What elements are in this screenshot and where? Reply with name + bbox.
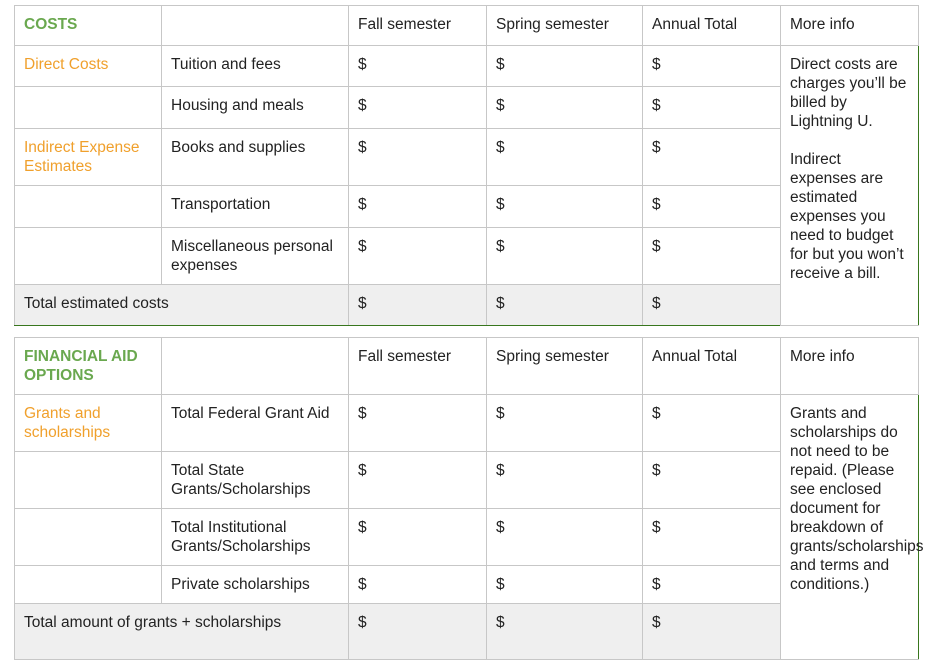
category-label xyxy=(15,228,162,285)
total-fall-cell[interactable]: $ xyxy=(349,285,487,326)
category-label xyxy=(15,566,162,604)
aid-header-row xyxy=(15,338,919,395)
total-label: Total amount of grants + scholarships xyxy=(15,604,349,660)
fall-amount-cell[interactable]: $ xyxy=(349,129,487,186)
item-label: Total State Grants/Scholarships xyxy=(162,452,349,509)
fall-amount-cell[interactable]: $ xyxy=(349,228,487,285)
spring-amount-cell[interactable]: $ xyxy=(487,395,643,452)
annual-amount-cell[interactable]: $ xyxy=(643,509,781,566)
aid-title: FINANCIAL AID OPTIONS xyxy=(15,338,162,395)
spring-amount-cell[interactable]: $ xyxy=(487,46,643,87)
annual-amount-cell[interactable]: $ xyxy=(643,46,781,87)
spring-amount-cell[interactable]: $ xyxy=(487,509,643,566)
costs-more-info xyxy=(781,46,919,326)
annual-amount-cell[interactable]: $ xyxy=(643,186,781,228)
table-row xyxy=(15,46,919,87)
spring-amount-cell[interactable]: $ xyxy=(487,129,643,186)
fall-amount-cell[interactable]: $ xyxy=(349,395,487,452)
item-label: Transportation xyxy=(162,186,349,228)
fall-amount-cell[interactable]: $ xyxy=(349,186,487,228)
category-label xyxy=(15,452,162,509)
category-label xyxy=(15,509,162,566)
fall-amount-cell[interactable]: $ xyxy=(349,452,487,509)
financial-aid-table xyxy=(14,337,924,660)
costs-table xyxy=(14,5,919,326)
fall-amount-cell[interactable]: $ xyxy=(349,46,487,87)
spring-amount-cell[interactable]: $ xyxy=(487,452,643,509)
total-annual-cell[interactable]: $ xyxy=(643,285,781,326)
annual-amount-cell[interactable]: $ xyxy=(643,566,781,604)
spring-amount-cell[interactable]: $ xyxy=(487,228,643,285)
costs-header-blank xyxy=(162,6,349,46)
table-row xyxy=(15,395,919,452)
fall-amount-cell[interactable]: $ xyxy=(349,509,487,566)
item-label: Housing and meals xyxy=(162,87,349,129)
total-fall-cell[interactable]: $ xyxy=(349,604,487,660)
annual-amount-cell[interactable]: $ xyxy=(643,228,781,285)
annual-amount-cell[interactable]: $ xyxy=(643,87,781,129)
spring-amount-cell[interactable]: $ xyxy=(487,87,643,129)
aid-more-info: Grants and scholarships do not need to be repaid. (Please see enclosed document for breakdown of grants/scholarships and terms and conditions.) xyxy=(781,395,919,660)
aid-header-spring: Spring semester xyxy=(487,338,643,395)
annual-amount-cell[interactable]: $ xyxy=(643,129,781,186)
category-label xyxy=(15,87,162,129)
total-label: Total estimated costs xyxy=(15,285,349,326)
fall-amount-cell[interactable]: $ xyxy=(349,566,487,604)
annual-amount-cell[interactable]: $ xyxy=(643,395,781,452)
costs-header-row xyxy=(15,6,919,46)
costs-header-spring: Spring semester xyxy=(487,6,643,46)
costs-title: COSTS xyxy=(15,6,162,46)
item-label: Books and supplies xyxy=(162,129,349,186)
category-label: Indirect Expense Estimates xyxy=(15,129,162,186)
spring-amount-cell[interactable]: $ xyxy=(487,566,643,604)
total-spring-cell[interactable]: $ xyxy=(487,604,643,660)
category-label: Direct Costs xyxy=(15,46,162,87)
aid-header-more-info: More info xyxy=(781,338,919,395)
costs-header-annual: Annual Total xyxy=(643,6,781,46)
item-label: Private scholarships xyxy=(162,566,349,604)
fall-amount-cell[interactable]: $ xyxy=(349,87,487,129)
aid-header-annual: Annual Total xyxy=(643,338,781,395)
item-label: Total Institutional Grants/Scholarships xyxy=(162,509,349,566)
total-spring-cell[interactable]: $ xyxy=(487,285,643,326)
costs-header-more-info: More info xyxy=(781,6,919,46)
item-label: Tuition and fees xyxy=(162,46,349,87)
more-info-indirect-text: Indirect expenses are estimated expenses you need to budget for but you won’t receive a bill. xyxy=(790,151,904,282)
item-label: Miscellaneous personal expenses xyxy=(162,228,349,285)
item-label: Total Federal Grant Aid xyxy=(162,395,349,452)
annual-amount-cell[interactable]: $ xyxy=(643,452,781,509)
total-annual-cell[interactable]: $ xyxy=(643,604,781,660)
aid-header-fall: Fall semester xyxy=(349,338,487,395)
category-label xyxy=(15,186,162,228)
aid-header-blank xyxy=(162,338,349,395)
category-label: Grants and scholarships xyxy=(15,395,162,452)
costs-header-fall: Fall semester xyxy=(349,6,487,46)
more-info-direct-text: Direct costs are charges you’ll be billed by Lightning U. xyxy=(790,56,907,130)
spring-amount-cell[interactable]: $ xyxy=(487,186,643,228)
